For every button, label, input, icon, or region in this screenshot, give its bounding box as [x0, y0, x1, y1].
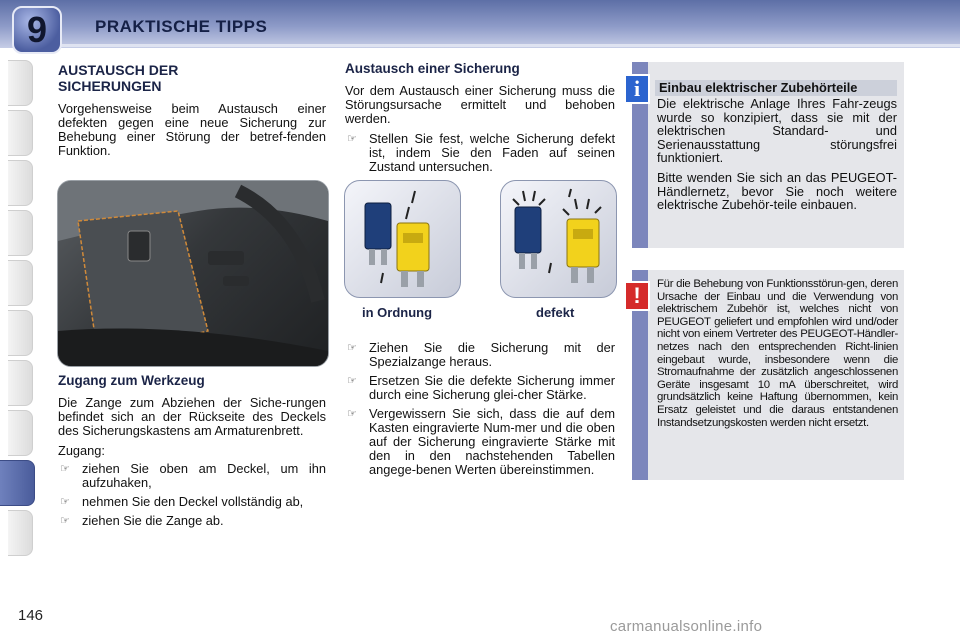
dashboard-photo: [57, 180, 329, 367]
list-item: ☞ Ersetzen Sie die defekte Sicherung immer durch eine Sicherung glei-cher Stärke.: [347, 373, 615, 402]
middle-column: [345, 62, 615, 179]
list-item: ☞ Ziehen Sie die Sicherung mit der Spezialzange heraus.: [347, 340, 615, 369]
list-item: ☞ nehmen Sie den Deckel vollständig ab,: [60, 494, 304, 509]
chapter-tab[interactable]: [8, 310, 33, 356]
pointing-hand-icon: ☞: [347, 133, 357, 145]
info-box-text: [657, 97, 897, 218]
list-item: ☞ ziehen Sie oben am Deckel, um ihn aufzuhaken,: [60, 461, 326, 490]
pointing-hand-icon: ☞: [347, 342, 357, 354]
chapter-tab[interactable]: [8, 260, 33, 306]
dashboard-illustration: [58, 181, 328, 366]
chapter-tab[interactable]: [8, 160, 33, 206]
fuse-ok-illustration: [344, 180, 461, 298]
info-icon: i: [624, 74, 650, 104]
chapter-tab[interactable]: [8, 360, 33, 406]
pointing-hand-icon: ☞: [60, 463, 70, 475]
fuse-ok-label: in Ordnung: [362, 305, 433, 320]
chapter-tabs: [0, 60, 34, 580]
chapter-tab[interactable]: [8, 510, 33, 556]
section-heading: AUSTAUSCH DER SICHERUNGEN: [58, 62, 179, 94]
replace-intro: Vor dem Austausch einer Sicherung muss die Störungsursache ermittelt und behoben werden.: [345, 83, 615, 126]
header-divider: [60, 44, 960, 47]
watermark: carmanualsonline.info: [610, 618, 763, 635]
fuse-defect-label: defekt: [536, 305, 575, 320]
fuse-defect-icon: [501, 181, 616, 297]
replace-heading: Austausch einer Sicherung: [345, 61, 520, 76]
tool-section: [58, 374, 326, 533]
page-number: 146: [18, 607, 44, 624]
pointing-hand-icon: ☞: [347, 375, 357, 387]
info-paragraph: Bitte wenden Sie sich an das PEUGEOT-Händlernetz, bevor Sie noch weitere elektrische Zubehör-teile einbauen.: [657, 169, 897, 213]
exclamation-icon: !: [624, 281, 650, 311]
fuse-defect-illustration: [500, 180, 617, 298]
fuse-ok-icon: [345, 181, 460, 297]
pointing-hand-icon: ☞: [60, 496, 70, 508]
tool-heading: Zugang zum Werkzeug: [58, 373, 205, 388]
list-item: ☞ Stellen Sie fest, welche Sicherung defekt ist, indem Sie den Faden auf seinen Zustand untersuchen.: [347, 131, 615, 174]
chapter-tab[interactable]: [8, 60, 33, 106]
intro-text: Vorgehensweise beim Austausch einer defekten gegen eine neue Sicherung zur Behebung einer Störung der betref-fenden Funktion.: [58, 101, 326, 158]
chapter-tab[interactable]: [8, 210, 33, 256]
list-item: ☞ Vergewissern Sie sich, dass die auf dem Kasten eingravierte Num-mer und die oben auf der Sicherung eingravierte Stärke mit den in den nachstehenden Tabellen angege-benen Werten übereinstimmen.: [347, 406, 615, 477]
page-title: PRAKTISCHE TIPPS: [95, 17, 268, 36]
pointing-hand-icon: ☞: [60, 515, 70, 527]
chapter-tab-active[interactable]: [0, 460, 35, 506]
chapter-tab[interactable]: [8, 110, 33, 156]
info-paragraph: Die elektrische Anlage Ihres Fahr-zeugs wurde so konzipiert, dass sie mit der elektrischen Standard- und Serienausstattung störungsfrei funktioniert.: [657, 96, 897, 166]
replace-steps: [345, 341, 615, 482]
left-column: [58, 62, 326, 164]
list-item: ☞ ziehen Sie die Zange ab.: [60, 513, 224, 528]
info-box-title: Einbau elektrischer Zubehörteile: [655, 80, 897, 96]
chapter-tab[interactable]: [8, 410, 33, 456]
pointing-hand-icon: ☞: [347, 408, 357, 420]
tool-text: Die Zange zum Abziehen der Siche-rungen befindet sich an der Rückseite des Deckels des Sicherungskastens am Armaturenbrett.: [58, 395, 326, 438]
warning-text: Für die Behebung von Funktionsstörun-gen, deren Ursache der Einbau und die Verwendung von elektrischem Zubehör ist, welches nicht von PEUGEOT geliefert und empfohlen wird und/oder nicht von einem Vertreter des PEUGEOT-Händler-netzes nach den entsprechenden Richt-linien eingebaut wurde, insbesondere wenn die Stromaufnahme der zusätzlich angeschlossenen Geräte insgesamt 10 mA überschreitet, wird grundsätzlich keine Haftung übernommen, kein Ersatz geleistet und die daraus entstandenen Instandsetzungskosten werden nicht ersetzt.: [657, 278, 898, 429]
tool-intro: Zugang:: [58, 443, 105, 458]
chapter-badge: 9: [12, 6, 62, 54]
